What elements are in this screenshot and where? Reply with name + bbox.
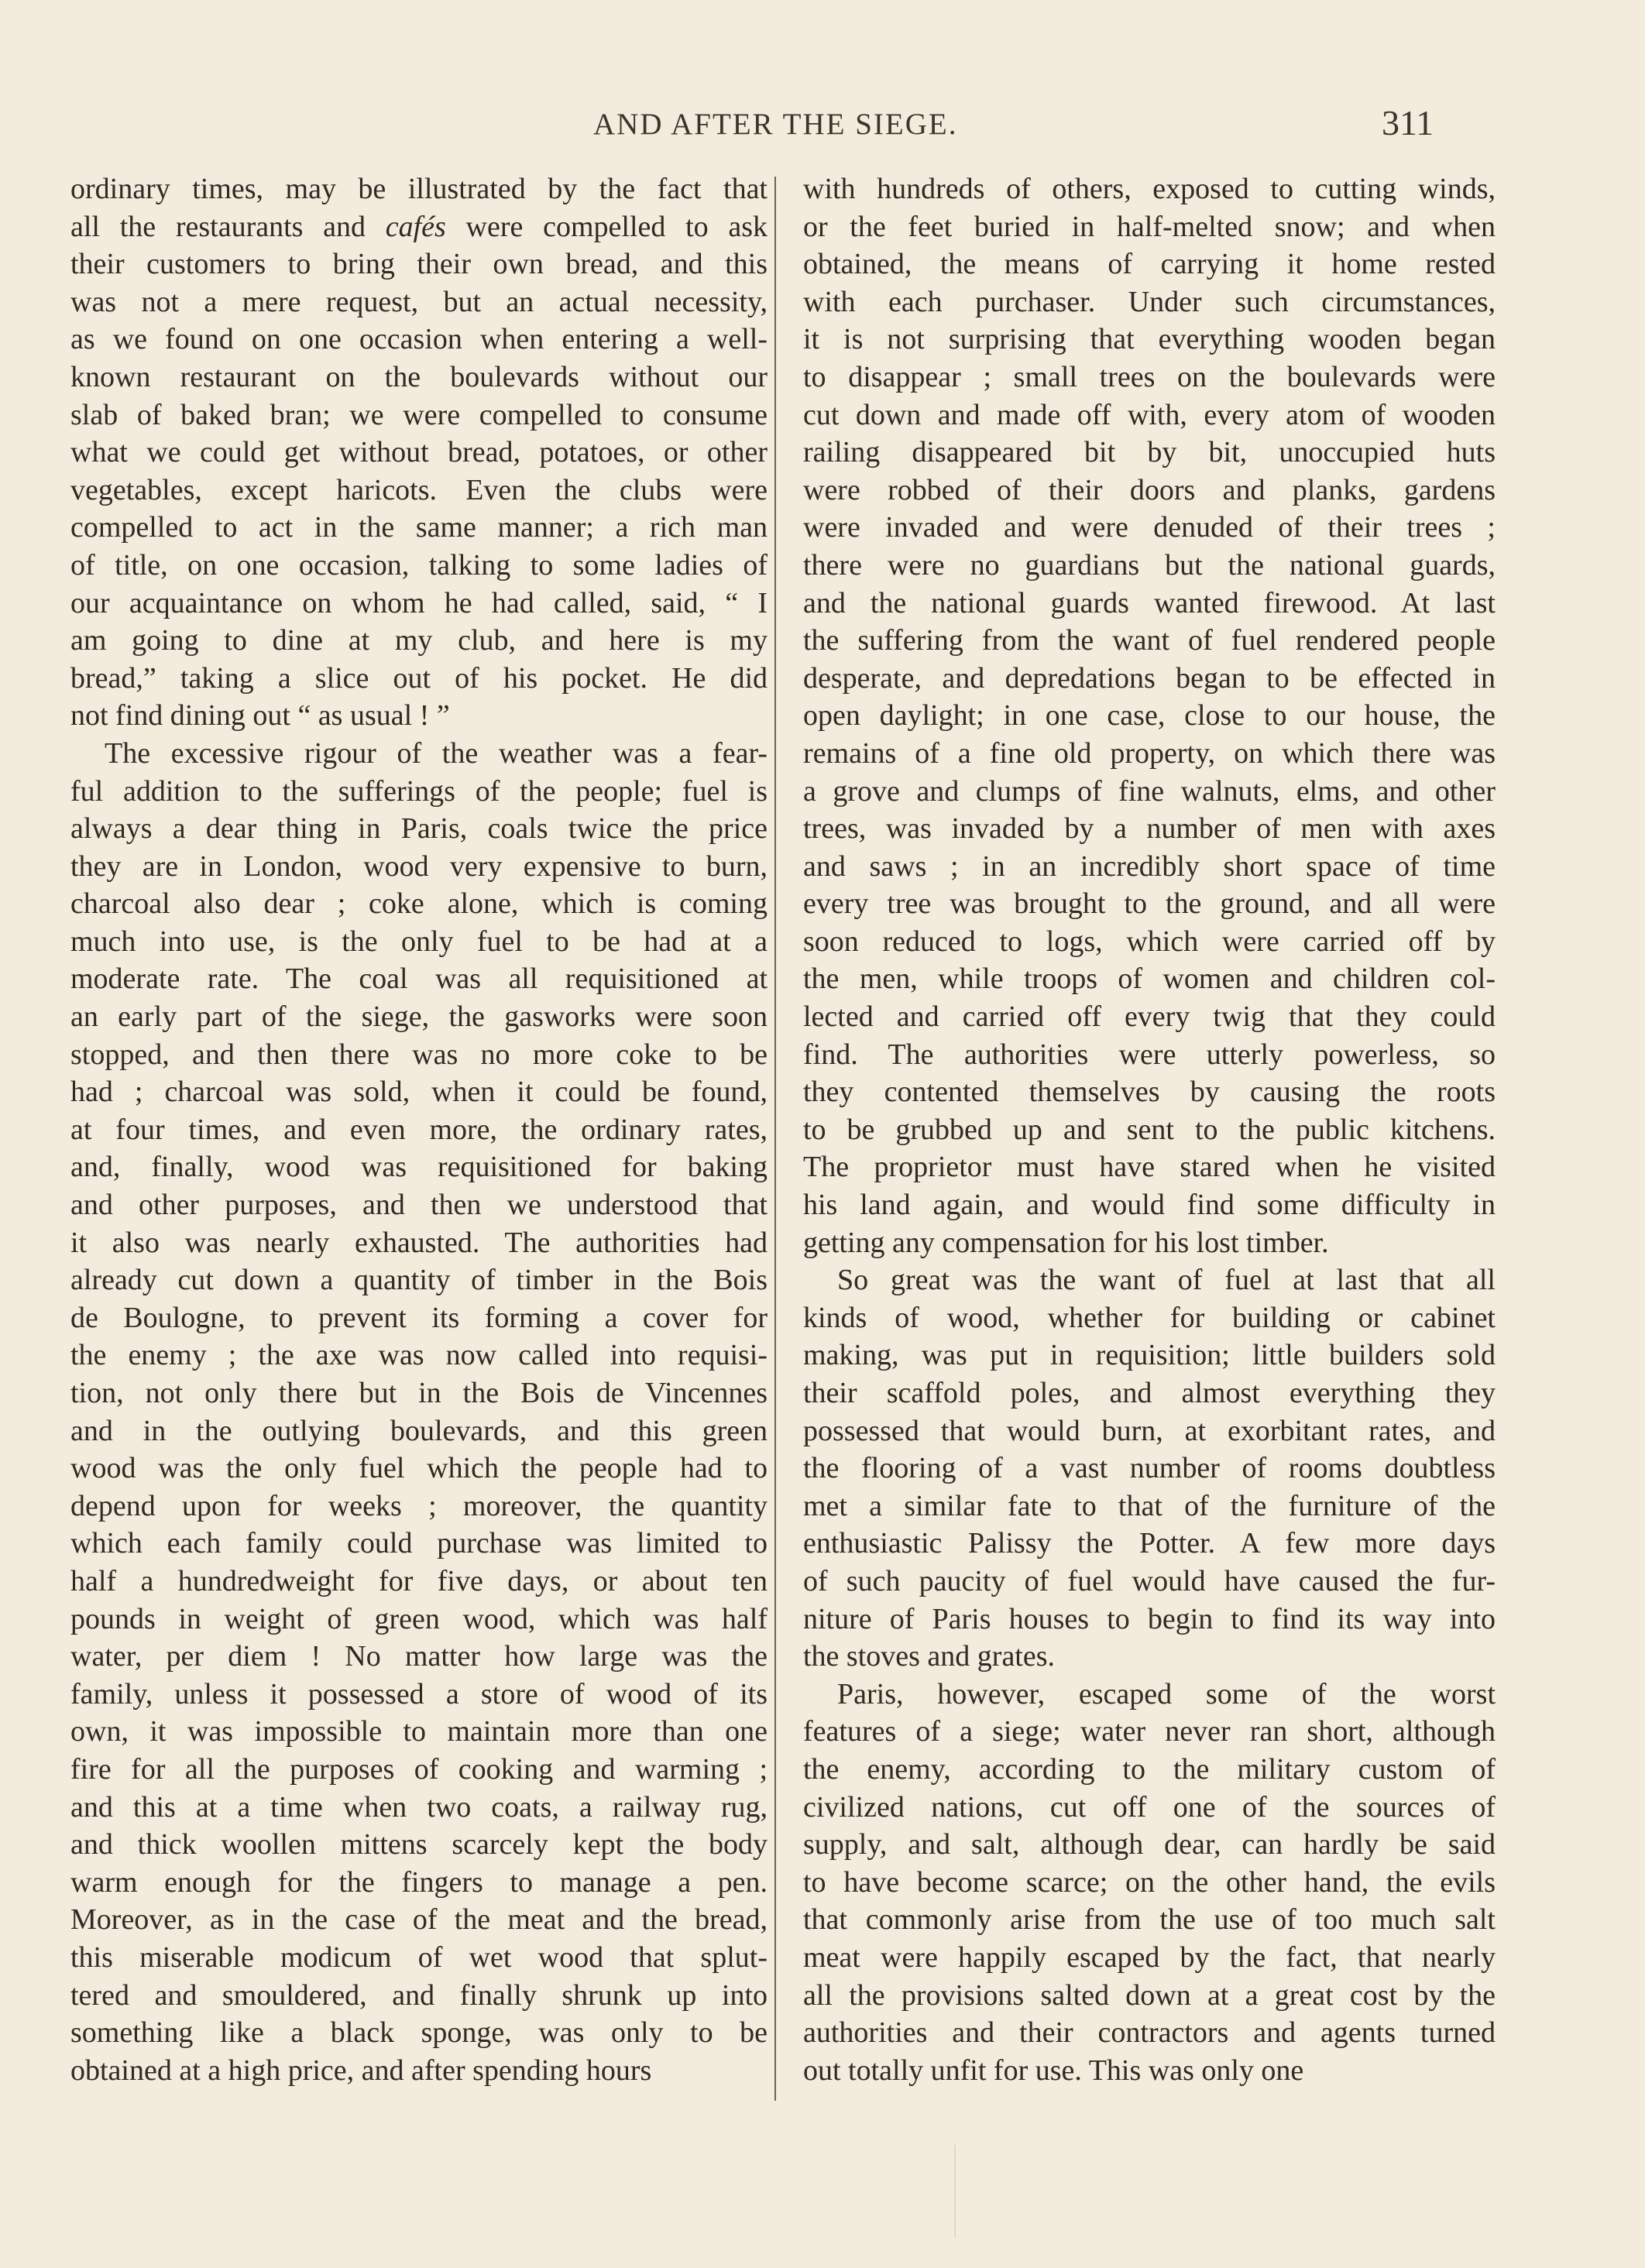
text-line: water, per diem ! No matter how large was the	[70, 1640, 768, 1673]
text-line: getting any compensation for his lost timber.	[803, 1226, 1329, 1259]
text-line: to be grubbed up and sent to the public kitchens.	[803, 1113, 1496, 1146]
text-line: that commonly arise from the use of too much salt	[803, 1903, 1496, 1937]
text-line: known restaurant on the boulevards without our	[70, 360, 768, 393]
text-line: had ; charcoal was sold, when it could be found,	[70, 1076, 768, 1109]
text-line: they contented themselves by causing the roots	[803, 1076, 1496, 1109]
text-line: already cut down a quantity of timber in the Bois	[70, 1264, 768, 1297]
text-line: and saws ; in an incredibly short space of time	[803, 849, 1496, 883]
text-line: moderate rate. The coal was all requisitioned at	[70, 962, 768, 996]
text-line: all the restaurants and cafés were compelled to ask	[70, 210, 768, 243]
text-line: our acquaintance on whom he had called, said, “ I	[70, 586, 768, 619]
column-divider	[774, 177, 776, 2101]
text-line: open daylight; in one case, close to our house, the	[803, 699, 1496, 733]
text-line: kinds of wood, whether for building or cabinet	[803, 1301, 1496, 1334]
text-line: which each family could purchase was limited to	[70, 1527, 768, 1560]
text-line: and, finally, wood was requisitioned for baking	[70, 1151, 768, 1184]
text-line: or the feet buried in half-melted snow; and when	[803, 210, 1496, 243]
text-line: their customers to bring their own bread, and this	[70, 248, 768, 281]
text-line: obtained, the means of carrying it home rested	[803, 248, 1496, 281]
text-line: ordinary times, may be illustrated by the fact that	[70, 173, 768, 205]
text-line: own, it was impossible to maintain more than one	[70, 1715, 768, 1748]
text-line: find. The authorities were utterly powerless, so	[803, 1038, 1496, 1071]
text-line: at four times, and even more, the ordinary rates,	[70, 1113, 768, 1146]
text-line: charcoal also dear ; coke alone, which is coming	[70, 887, 768, 921]
text-line: The proprietor must have stared when he visited	[803, 1151, 1496, 1184]
text-line: The excessive rigour of the weather was a fear-	[105, 736, 768, 770]
text-line: supply, and salt, although dear, can hardly be said	[803, 1828, 1496, 1861]
text-line: Paris, however, escaped some of the worst	[837, 1677, 1496, 1710]
left-column	[70, 170, 768, 2089]
text-line: there were no guardians but the national guards,	[803, 548, 1496, 582]
text-line: all the provisions salted down at a great cost by the	[803, 1978, 1496, 2012]
text-line: they are in London, wood very expensive to burn,	[70, 849, 768, 883]
text-line: the men, while troops of women and children col-	[803, 962, 1496, 996]
text-line: railing disappeared bit by bit, unoccupied huts	[803, 436, 1496, 469]
text-line: depend upon for weeks ; moreover, the quantity	[70, 1489, 768, 1522]
text-line: half a hundredweight for five days, or about ten	[70, 1564, 768, 1597]
text-line: what we could get without bread, potatoes, or other	[70, 436, 768, 469]
text-line: meat were happily escaped by the fact, that nearly	[803, 1940, 1496, 1974]
text-line: family, unless it possessed a store of wood of its	[70, 1677, 768, 1710]
text-line: the enemy ; the axe was now called into requisi-	[70, 1339, 768, 1372]
text-line: possessed that would burn, at exorbitant rates, and	[803, 1414, 1496, 1447]
text-line: tion, not only there but in the Bois de Vincennes	[70, 1377, 768, 1409]
text-line: an early part of the siege, the gasworks were soon	[70, 1000, 768, 1034]
text-line: to disappear ; small trees on the boulevards were	[803, 360, 1496, 393]
text-line: pounds in weight of green wood, which was half	[70, 1602, 768, 1635]
text-line: something like a black sponge, was only to be	[70, 2016, 768, 2050]
text-line: not find dining out “ as usual ! ”	[70, 699, 450, 733]
text-line: it is not surprising that everything wooden began	[803, 323, 1496, 356]
text-line: was not a mere request, but an actual necessity,	[70, 285, 768, 318]
text-line: their scaffold poles, and almost everything they	[803, 1377, 1496, 1409]
right-column	[803, 170, 1496, 2089]
text-line: this miserable modicum of wet wood that splut-	[70, 1940, 768, 1974]
text-line: authorities and their contractors and agents turned	[803, 2016, 1496, 2050]
text-line: desperate, and depredations began to be effected in	[803, 661, 1496, 695]
text-line: of title, on one occasion, talking to some ladies of	[70, 548, 768, 582]
page-number: 311	[1382, 103, 1434, 142]
text-line: and the national guards wanted firewood. At last	[803, 586, 1496, 619]
text-line: civilized nations, cut off one of the sources of	[803, 1790, 1496, 1824]
text-line: trees, was invaded by a number of men with axes	[803, 812, 1496, 846]
text-line: wood was the only fuel which the people had to	[70, 1452, 768, 1485]
text-line: with each purchaser. Under such circumstances,	[803, 285, 1496, 318]
text-line: remains of a fine old property, on which there was	[803, 736, 1496, 770]
text-line: niture of Paris houses to begin to find its way into	[803, 1602, 1496, 1635]
text-line: were invaded and were denuded of their trees ;	[803, 511, 1496, 544]
text-line: bread,” taking a slice out of his pocket. He did	[70, 661, 768, 695]
running-head: AND AFTER THE SIEGE.	[593, 108, 958, 141]
text-line: the suffering from the want of fuel rendered people	[803, 624, 1496, 657]
text-line: tered and smouldered, and finally shrunk up into	[70, 1978, 768, 2012]
text-line: soon reduced to logs, which were carried off by	[803, 925, 1496, 958]
text-line: and this at a time when two coats, a railway rug,	[70, 1790, 768, 1824]
text-line: out totally unfit for use. This was only one	[803, 2054, 1304, 2087]
text-line: compelled to act in the same manner; a rich man	[70, 511, 768, 544]
text-line: So great was the want of fuel at last that all	[837, 1264, 1496, 1297]
text-line: features of a siege; water never ran short, although	[803, 1715, 1496, 1748]
text-line: were robbed of their doors and planks, gardens	[803, 473, 1496, 506]
text-line: and other purposes, and then we understood that	[70, 1189, 768, 1222]
text-line: warm enough for the fingers to manage a pen.	[70, 1865, 768, 1899]
text-line: am going to dine at my club, and here is my	[70, 624, 768, 657]
text-line: the enemy, according to the military custom of	[803, 1752, 1496, 1786]
text-line: a grove and clumps of fine walnuts, elms, and other	[803, 774, 1496, 808]
text-line: stopped, and then there was no more coke to be	[70, 1038, 768, 1071]
text-line: the stoves and grates.	[803, 1640, 1056, 1673]
text-line: much into use, is the only fuel to be had at a	[70, 925, 768, 958]
text-line: making, was put in requisition; little builders sold	[803, 1339, 1496, 1372]
text-line: Moreover, as in the case of the meat and the bread,	[70, 1903, 768, 1937]
text-line: his land again, and would find some difficulty in	[803, 1189, 1496, 1222]
text-line: every tree was brought to the ground, and all were	[803, 887, 1496, 921]
text-line: as we found on one occasion when entering a well-	[70, 323, 768, 356]
text-line: lected and carried off every twig that they could	[803, 1000, 1496, 1034]
text-line: and in the outlying boulevards, and this green	[70, 1414, 768, 1447]
text-line: obtained at a high price, and after spending hours	[70, 2054, 652, 2087]
text-line: the flooring of a vast number of rooms doubtless	[803, 1452, 1496, 1485]
paper-fold-mark	[954, 2145, 956, 2238]
text-line: always a dear thing in Paris, coals twice the price	[70, 812, 768, 846]
text-line: de Boulogne, to prevent its forming a cover for	[70, 1301, 768, 1334]
text-line: met a similar fate to that of the furniture of the	[803, 1489, 1496, 1522]
text-line: vegetables, except haricots. Even the clubs were	[70, 473, 768, 506]
text-line: and thick woollen mittens scarcely kept the body	[70, 1828, 768, 1861]
text-line: ful addition to the sufferings of the people; fuel is	[70, 774, 768, 808]
text-line: of such paucity of fuel would have caused the fur-	[803, 1564, 1496, 1597]
text-line: with hundreds of others, exposed to cutting winds,	[803, 173, 1496, 205]
italic-word: cafés	[385, 210, 446, 243]
text-line: it also was nearly exhausted. The authorities had	[70, 1226, 768, 1259]
text-line: slab of baked bran; we were compelled to consume	[70, 398, 768, 431]
text-line: enthusiastic Palissy the Potter. A few more days	[803, 1527, 1496, 1560]
text-line: cut down and made off with, every atom of wooden	[803, 398, 1496, 431]
text-line: to have become scarce; on the other hand, the evils	[803, 1865, 1496, 1899]
text-line: fire for all the purposes of cooking and warming ;	[70, 1752, 768, 1786]
